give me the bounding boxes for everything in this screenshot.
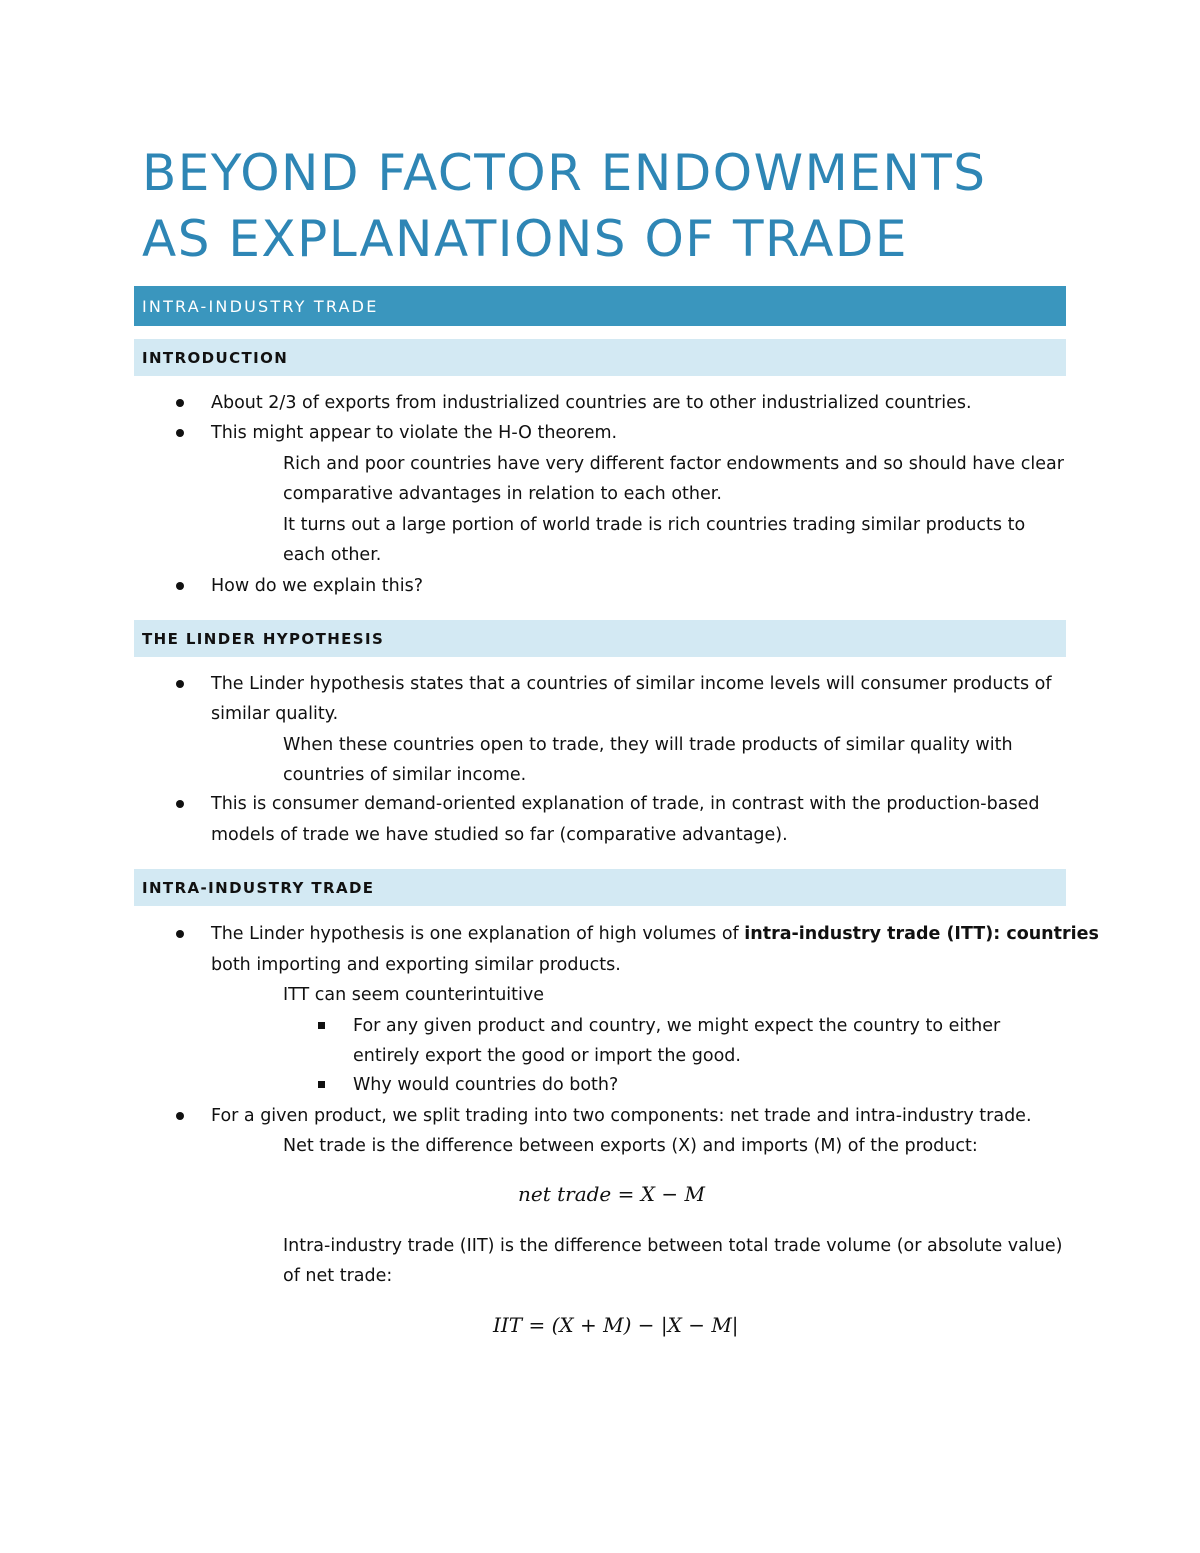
bold-term: intra-industry trade (ITT) [744, 924, 994, 944]
sub-item-line: Intra-industry trade (IIT) is the difference between total trade volume (or absolute value) [283, 1236, 1063, 1256]
list-item: For a given product, we split trading into two components: net trade and intra-industry trade. [211, 1106, 1032, 1126]
subheading-linder-hypothesis [134, 620, 1066, 657]
sub-item-line: each other. [283, 545, 382, 565]
sub-item-line: When these countries open to trade, they will trade products of similar quality with [283, 735, 1013, 755]
list-item-continuation: similar quality. [211, 704, 339, 724]
subheading-text: THE LINDER HYPOTHESIS [142, 629, 385, 648]
sub-item-line: ITT can seem counterintuitive [283, 985, 545, 1005]
section-heading-text: INTRA-INDUSTRY TRADE [142, 296, 379, 316]
bullet-icon [176, 800, 184, 808]
subheading-text: INTRODUCTION [142, 348, 289, 367]
document-title [142, 140, 1082, 272]
square-bullet-icon [318, 1081, 325, 1088]
sub-item-line: countries of similar income. [283, 765, 527, 785]
list-item: About 2/3 of exports from industrialized countries are to other industrialized countries. [211, 393, 972, 413]
subheading-introduction [134, 339, 1066, 376]
sub-item-line: Rich and poor countries have very different factor endowments and so should have clear [283, 454, 1064, 474]
section-heading-intra-industry-trade [134, 286, 1066, 326]
bullet-icon [176, 399, 184, 407]
list-item: The Linder hypothesis states that a countries of similar income levels will consumer products of [211, 674, 1052, 694]
list-item-continuation: both importing and exporting similar products. [211, 955, 621, 975]
equation-net-trade: net trade = X − M [518, 1182, 705, 1206]
sub-item-line: comparative advantages in relation to each other. [283, 484, 722, 504]
list-item [211, 922, 1099, 946]
bullet-icon [176, 582, 184, 590]
bullet-icon [176, 429, 184, 437]
sub-item-line: of net trade: [283, 1266, 393, 1286]
sub-sub-item: For any given product and country, we might expect the country to either [353, 1016, 1001, 1036]
sub-item-line: Net trade is the difference between exports (X) and imports (M) of the product: [283, 1136, 978, 1156]
text-run: The Linder hypothesis is one explanation of high volumes of [211, 924, 745, 944]
square-bullet-icon [318, 1022, 325, 1029]
title-line-1: BEYOND FACTOR ENDOWMENTS [142, 144, 987, 202]
list-item-continuation: models of trade we have studied so far (comparative advantage). [211, 825, 788, 845]
sub-item-line: It turns out a large portion of world trade is rich countries trading similar products to [283, 515, 1026, 535]
sub-sub-item: Why would countries do both? [353, 1075, 619, 1095]
equation-iit: IIT = (X + M) − |X − M| [493, 1313, 739, 1337]
title-line-2: AS EXPLANATIONS OF TRADE [142, 210, 909, 268]
subheading-text: INTRA-INDUSTRY TRADE [142, 878, 375, 897]
bullet-icon [176, 930, 184, 938]
subheading-intra-industry-trade [134, 869, 1066, 906]
sub-sub-item-continuation: entirely export the good or import the good. [353, 1046, 741, 1066]
bullet-icon [176, 1112, 184, 1120]
text-run: : countries [993, 924, 1099, 944]
bullet-icon [176, 680, 184, 688]
list-item: This is consumer demand-oriented explanation of trade, in contrast with the production-based [211, 794, 1040, 814]
list-item: This might appear to violate the H-O theorem. [211, 423, 618, 443]
list-item: How do we explain this? [211, 576, 424, 596]
